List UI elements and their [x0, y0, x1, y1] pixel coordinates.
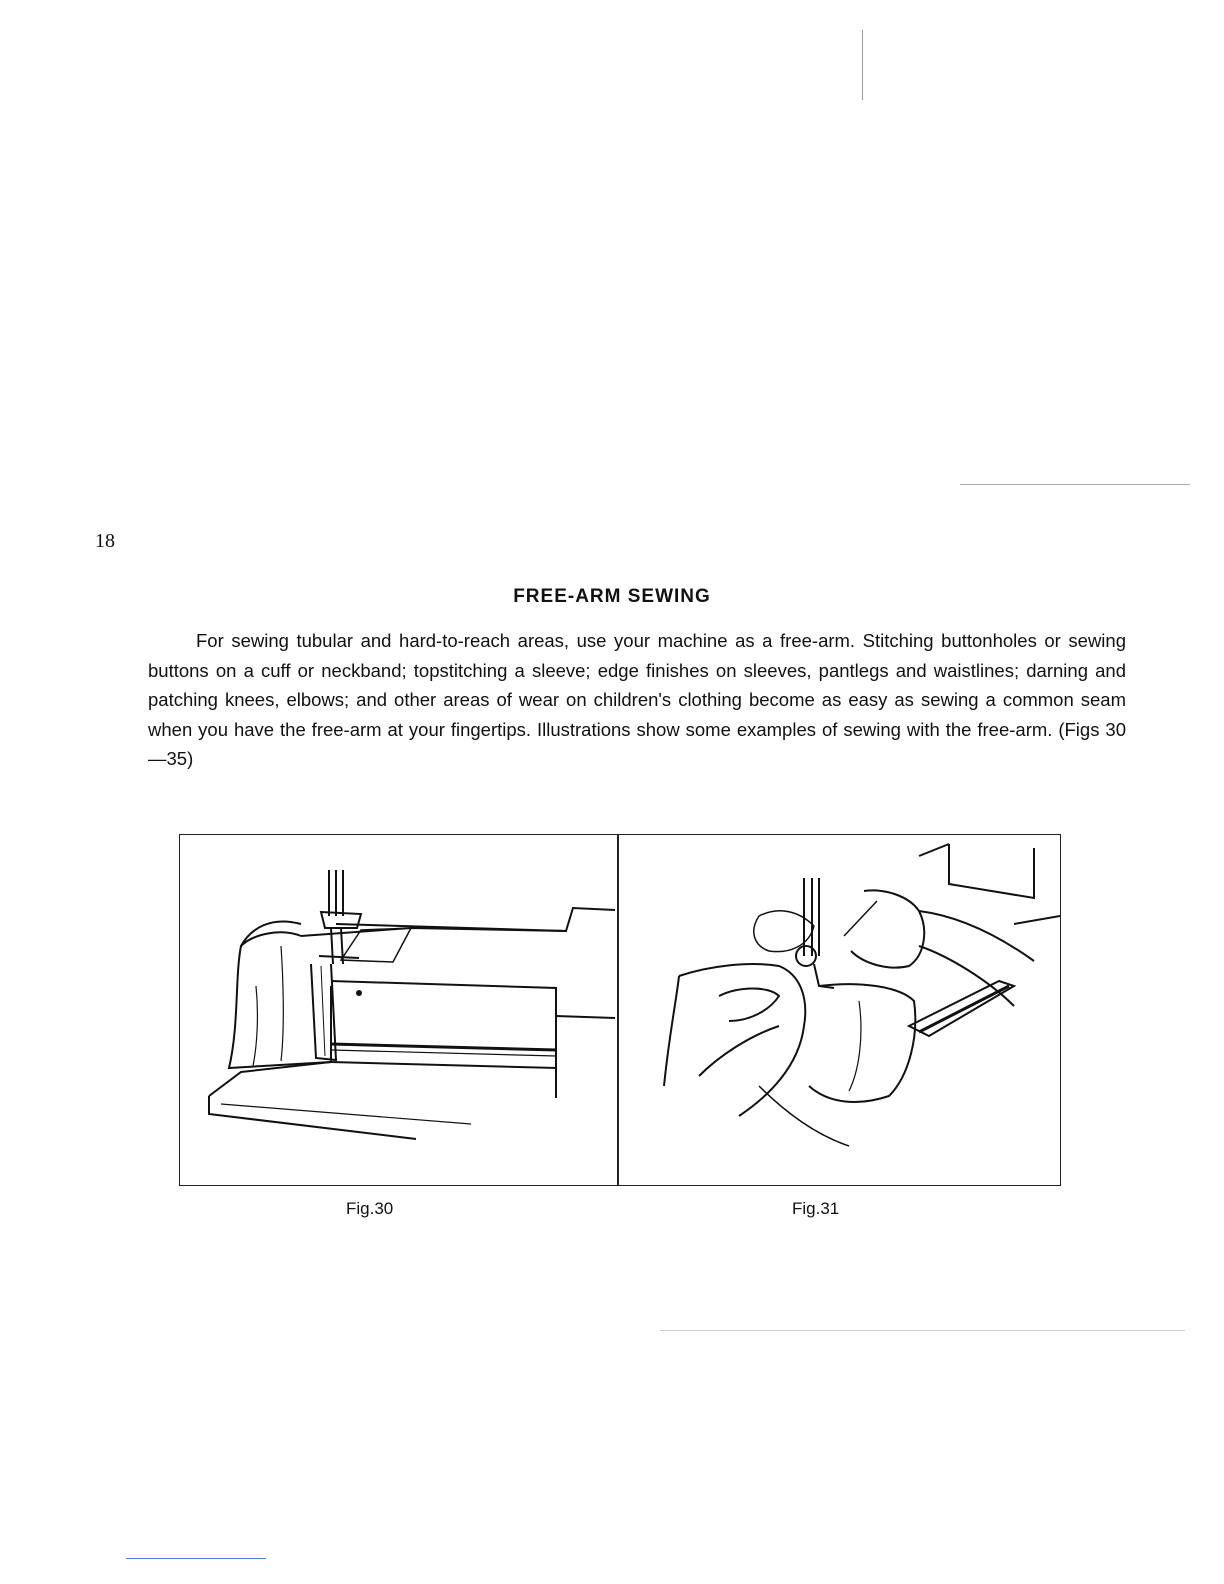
scan-artifact-bottom [660, 1330, 1185, 1331]
fig-31-caption: Fig.31 [792, 1199, 840, 1218]
section-title: FREE-ARM SEWING [513, 586, 711, 607]
fig-30-illustration [181, 836, 615, 1184]
scan-artifact-top [960, 484, 1190, 485]
fig-31-illustration [619, 836, 1060, 1184]
bottom-rule [126, 1558, 266, 1559]
scan-artifact-vertical [862, 30, 863, 100]
fig-30-caption: Fig.30 [346, 1199, 394, 1218]
page-number: 18 [95, 530, 115, 552]
body-paragraph: For sewing tubular and hard-to-reach areas, use your machine as a free-arm. Stitching buttonholes or sewing buttons on a cuff or neckband; topstitching a sleeve; edge finishes on sleeves, pantlegs and waistlines; darning and patching knees, elbows; and other areas of wear on children's clothing become as easy as sewing a common seam when you have the free-arm at your fingertips. Illustrations show some examples of sewing with the free-arm. (Figs 30—35) [148, 630, 1126, 769]
